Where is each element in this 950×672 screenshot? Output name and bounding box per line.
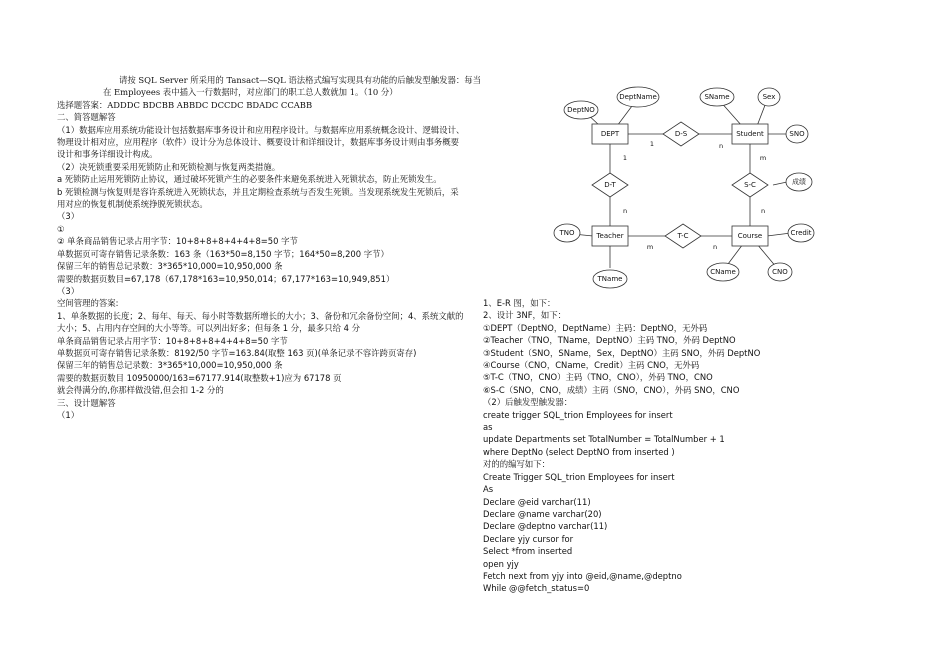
right-line: create trigger SQL_trion Employees for insert (483, 409, 673, 420)
relation-label-tc: T-C (677, 232, 689, 240)
left-line: b 死锁检测与恢复则是容许系统进入死锁状态，并且定期检查系统与否发生死锁。当发现系统发生死锁后，采 (57, 186, 459, 197)
right-line: As (483, 484, 494, 495)
right-line: ⑥S-C（SNO，CNO，成绩）主码（SNO，CNO），外码 SNO，CNO (483, 384, 740, 395)
left-line: （2）决死锁重要采用死锁防止和死锁检测与恢复两类措施。 (57, 161, 281, 172)
left-line: ① (57, 223, 65, 234)
left-line: 设计和事务详细设计构成。 (57, 149, 158, 160)
left-column (57, 74, 481, 421)
cardinality-tc_teacher: m (646, 243, 654, 251)
right-column (483, 297, 903, 595)
cardinality-dt_dept: 1 (622, 154, 628, 162)
right-line: 对的的编写如下： (483, 459, 550, 470)
left-line: 用对应的恢复机制使系统挣脱死锁状态。 (57, 199, 208, 210)
attribute-label-deptname: DeptName (619, 93, 657, 101)
cardinality-sc_course: n (760, 207, 766, 215)
relation-label-dt: D-T (604, 181, 616, 189)
left-line: 二、简答题解答 (57, 112, 116, 123)
left-line: （3） (57, 211, 80, 222)
right-line: Fetch next from yjy into @eid,@name,@deptno (483, 570, 682, 581)
relation-label-ds: D-S (674, 130, 688, 138)
attribute-label-cname: CName (710, 268, 736, 276)
right-line: ④Course（CNO，CName，Credit）主码 CNO，无外码 (483, 360, 700, 371)
right-line: ⑤T-C（TNO，CNO）主码（TNO，CNO），外码 TNO，CNO (483, 372, 713, 383)
right-line: where DeptNo (select DeptNO from inserted ) (483, 446, 675, 457)
left-line: 就会得满分的,你那样做没错,但会扣 1-2 分的 (57, 385, 224, 396)
right-line: Declare yjy cursor for (483, 533, 574, 544)
left-line: 大小；5、占用内存空间的大小等等。可以列出好多；但每条 1 分，最多只给 4 分 (57, 323, 361, 334)
attribute-label-sex: Sex (762, 93, 776, 101)
right-line: Select *from inserted (483, 546, 573, 557)
right-line: ③Student（SNO，SName，Sex，DeptNO）主码 SNO，外码 DeptNO (483, 347, 761, 358)
left-line: ② 单条商品销售记录占用字节：10+8+8+8+4+4+8=50 字节 (57, 236, 298, 247)
left-line: a 死锁防止运用死锁防止协议，通过破坏死锁产生的必要条件来避免系统进入死锁状态，防止死锁发生。 (57, 174, 442, 185)
entity-label-dept: DEPT (600, 130, 620, 138)
left-line: （3） (57, 285, 80, 296)
cardinality-tc_course: n (712, 243, 718, 251)
right-line: 1、E-R 图，如下： (483, 298, 556, 308)
attribute-label-tno: TNO (559, 229, 575, 237)
right-line: （2）后触发型触发器： (483, 397, 573, 408)
left-line: 单数据页可寄存销售记录条数：163 条（163*50=8,150 字节；164*50=8,200 字节） (57, 248, 389, 259)
cardinality-ds_dept: 1 (649, 140, 655, 148)
cardinality-ds_student: n (718, 142, 724, 150)
left-line: 空间管理的答案: (57, 298, 119, 309)
right-line: While @@fetch_status=0 (483, 583, 590, 594)
left-line: 单数据页可寄存销售记录条数：8192/50 字节=163.84(取整 163 页)(单条记录不容许跨页寄存) (57, 347, 417, 358)
right-line: Declare @name varchar(20) (483, 508, 602, 519)
left-line: 物理设计相对应，应用程序（软件）设计分为总体设计、概要设计和详细设计，数据库事务设计则由事务概要 (57, 137, 459, 148)
right-line: Declare @eid varchar(11) (483, 496, 591, 507)
cardinality-dt_teacher: n (622, 207, 628, 215)
relation-label-sc: S-C (744, 181, 756, 189)
right-line: ②Teacher（TNO，TName，DeptNO）主码 TNO，外码 DeptNO (483, 335, 736, 346)
left-line: 三、设计题解答 (57, 397, 116, 408)
right-line: as (483, 422, 493, 433)
right-line: Declare @deptno varchar(11) (483, 521, 608, 532)
entity-label-teacher: Teacher (596, 232, 624, 240)
entity-label-student: Student (736, 130, 764, 138)
left-line: （1） (57, 409, 80, 420)
cardinality-sc_student: m (759, 154, 767, 162)
left-line: 单条商品销售记录占用字节：10+8+8+8+4+4+8=50 字节 (57, 335, 288, 346)
left-line: 需要的数据页数目=67,178（67,178*163=10,950,014；67,177*163=10,949,851） (57, 273, 395, 284)
left-line: 请按 SQL Server 所采用的 Tansact—SQL 语法格式编写实现具有功能的后触发型触发器：每当 (119, 75, 481, 85)
left-line: 保留三年的销售总记录数：3*365*10,000=10,950,000 条 (57, 360, 283, 371)
right-line: update Departments set TotalNumber = TotalNumber + 1 (483, 434, 725, 445)
right-line: 2、设计 3NF，如下： (483, 310, 567, 321)
attribute-label-credit: Credit (790, 229, 812, 237)
left-line: 需要的数据页数目 10950000/163=67177.914(取整数+1)应为 67178 页 (57, 372, 342, 383)
attribute-label-sname: SName (704, 93, 730, 101)
right-line: ①DEPT（DeptNO，DeptName）主码：DeptNO，无外码 (483, 322, 708, 333)
attribute-label-sno: SNO (789, 130, 805, 138)
attribute-label-tname: TName (597, 275, 623, 283)
left-line: 在 Employees 表中插入一行数据时，对应部门的职工总人数就加 1。（10 分） (103, 87, 398, 98)
left-line: （1）数据库应用系统功能设计包括数据库事务设计和应用程序设计。与数据库应用系统概念设计、逻辑设计、 (57, 124, 465, 135)
er-diagram (545, 82, 825, 292)
right-line: open yjy (483, 558, 519, 569)
attribute-label-score: 成绩 (792, 178, 806, 186)
left-line: 1、单条数据的长度；2、每年、每天、每小时等数据所增长的大小；3、备份和冗余备份空间；4、系统文献的 (57, 310, 464, 321)
attribute-label-deptno: DeptNO (567, 106, 595, 114)
left-line: 保留三年的销售总记录数：3*365*10,000=10,950,000 条 (57, 261, 283, 272)
left-line: 选择题答案：ADDDC BDCBB ABBDC DCCDC BDADC CCABB (57, 99, 313, 110)
right-line: Create Trigger SQL_trion Employees for insert (483, 471, 675, 482)
attribute-label-cno: CNO (772, 268, 788, 276)
entity-label-course: Course (737, 232, 763, 240)
